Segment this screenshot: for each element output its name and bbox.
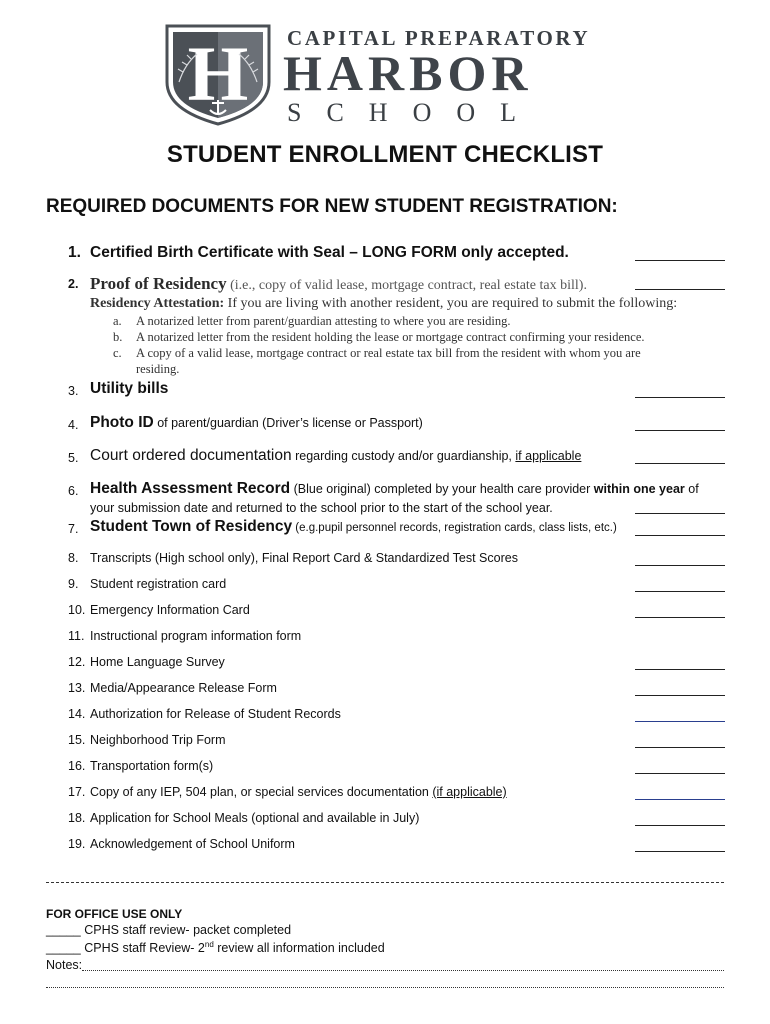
item-text: Student registration card [90, 577, 227, 591]
check-blank[interactable] [635, 773, 725, 774]
office-use-heading: FOR OFFICE USE ONLY [46, 907, 183, 921]
item-emphasis: within one year [593, 482, 685, 496]
item-number: 1. [68, 244, 81, 261]
check-blank[interactable] [635, 799, 725, 800]
school-logo [163, 22, 611, 126]
check-blank[interactable] [635, 565, 725, 566]
item-number: 15. [68, 733, 86, 747]
sub-item-letter: c. [113, 346, 122, 360]
item-number: 4. [68, 418, 79, 432]
item-number: 16. [68, 759, 86, 773]
item-text: Transportation form(s) [90, 759, 214, 773]
item-detail-line2: your submission date and returned to the school prior to the start of the school year. [90, 501, 553, 515]
item-text: Certified Birth Certificate with Seal – LONG FORM only accepted. [90, 244, 569, 261]
sub-item-letter: a. [113, 314, 122, 328]
sub-item-b: A notarized letter from the resident holding the lease or mortgage contract confirming your residence. [136, 330, 645, 344]
notes-label: Notes: [46, 958, 83, 972]
logo-text-harbor: HARBOR [283, 45, 533, 101]
section-heading: REQUIRED DOCUMENTS FOR NEW STUDENT REGISTRATION: [46, 196, 618, 217]
notes-line-1[interactable] [82, 970, 724, 971]
office-line-text-end: review all information included [213, 941, 385, 956]
item-text: Authorization for Release of Student Records [90, 707, 341, 721]
item-detail: regarding custody and/or guardianship, [291, 449, 516, 463]
office-line-packet-completed [46, 923, 291, 937]
office-line-text: CPHS staff review- packet completed [80, 923, 292, 937]
shield-logo-icon [163, 22, 273, 126]
section-divider [46, 882, 724, 883]
item-detail: (Blue original) completed by your health care provider [290, 482, 594, 496]
check-blank[interactable] [635, 463, 725, 464]
check-blank[interactable] [635, 430, 725, 431]
office-line-sup: nd [204, 940, 214, 949]
check-blank[interactable] [635, 617, 725, 618]
item-detail: (e.g.pupil personnel records, registration cards, class lists, etc.) [292, 522, 617, 534]
item-number: 12. [68, 655, 86, 669]
sub-item-letter: b. [113, 330, 123, 344]
item-heading: Proof of Residency [90, 274, 227, 293]
item-number: 5. [68, 451, 79, 465]
item-text: Home Language Survey [90, 655, 225, 669]
item-heading: Court ordered documentation [90, 447, 292, 464]
if-applicable-link: if applicable [515, 449, 582, 463]
item-detail: of parent/guardian (Driver’s license or Passport) [153, 416, 423, 430]
attestation-text: If you are living with another resident, you are required to submit the following: [224, 296, 678, 311]
item-text: Acknowledgement of School Uniform [90, 837, 295, 851]
item-number: 18. [68, 811, 86, 825]
svg-text:H: H [187, 30, 249, 117]
notes-line-2[interactable] [46, 987, 724, 988]
item-heading: Photo ID [90, 414, 154, 431]
office-line-second-review [46, 940, 385, 955]
item-number: 7. [68, 522, 79, 536]
item-number: 8. [68, 551, 79, 565]
item-heading: Student Town of Residency [90, 518, 293, 535]
office-line-text: CPHS staff Review- 2 [80, 941, 205, 956]
check-blank[interactable] [635, 851, 725, 852]
sub-item-a: A notarized letter from parent/guardian attesting to where you are residing. [136, 314, 511, 328]
check-blank[interactable] [635, 695, 725, 696]
item-text: Emergency Information Card [90, 603, 250, 617]
item-number: 6. [68, 484, 79, 498]
logo-text-school: SCHOOL [287, 98, 542, 127]
office-blank[interactable]: _____ [46, 923, 81, 937]
item-number: 13. [68, 681, 86, 695]
item-heading: Utility bills [90, 380, 169, 397]
item-detail-end: of [684, 482, 699, 496]
item-text: Transcripts (High school only), Final Report Card & Standardized Test Scores [90, 551, 518, 565]
attestation-label: Residency Attestation: [90, 296, 225, 311]
item-number: 17. [68, 785, 86, 799]
office-blank[interactable]: _____ [46, 941, 81, 956]
check-blank[interactable] [635, 747, 725, 748]
item-number: 9. [68, 577, 79, 591]
item-number: 11. [68, 629, 85, 643]
item-text: Media/Appearance Release Form [90, 681, 277, 695]
item-detail: (i.e., copy of valid lease, mortgage contract, real estate tax bill). [226, 278, 587, 293]
item-number: 3. [68, 384, 79, 398]
item-number: 10. [68, 603, 86, 617]
check-blank[interactable] [635, 591, 725, 592]
check-blank[interactable] [635, 669, 725, 670]
check-blank[interactable] [635, 825, 725, 826]
check-blank[interactable] [635, 289, 725, 290]
sub-item-c-cont: residing. [136, 362, 180, 376]
check-blank[interactable] [635, 260, 725, 261]
if-applicable-link: (if applicable) [432, 785, 507, 799]
check-blank[interactable] [635, 535, 725, 536]
check-blank[interactable] [635, 513, 725, 514]
item-text: Copy of any IEP, 504 plan, or special services documentation [90, 785, 433, 799]
item-number: 14. [68, 707, 86, 721]
item-heading: Health Assessment Record [90, 480, 291, 497]
page-title: STUDENT ENROLLMENT CHECKLIST [166, 141, 604, 168]
check-blank[interactable] [635, 397, 725, 398]
logo-text-capital-preparatory: CAPITAL PREPARATORY [287, 26, 591, 50]
check-blank[interactable] [635, 721, 725, 722]
item-number: 19. [68, 837, 86, 851]
item-number: 2. [68, 277, 79, 291]
item-text: Neighborhood Trip Form [90, 733, 226, 747]
item-text: Application for School Meals (optional and available in July) [90, 811, 420, 825]
item-text: Instructional program information form [90, 629, 302, 643]
sub-item-c: A copy of a valid lease, mortgage contract or real estate tax bill from the resident with whom you are [136, 346, 641, 360]
